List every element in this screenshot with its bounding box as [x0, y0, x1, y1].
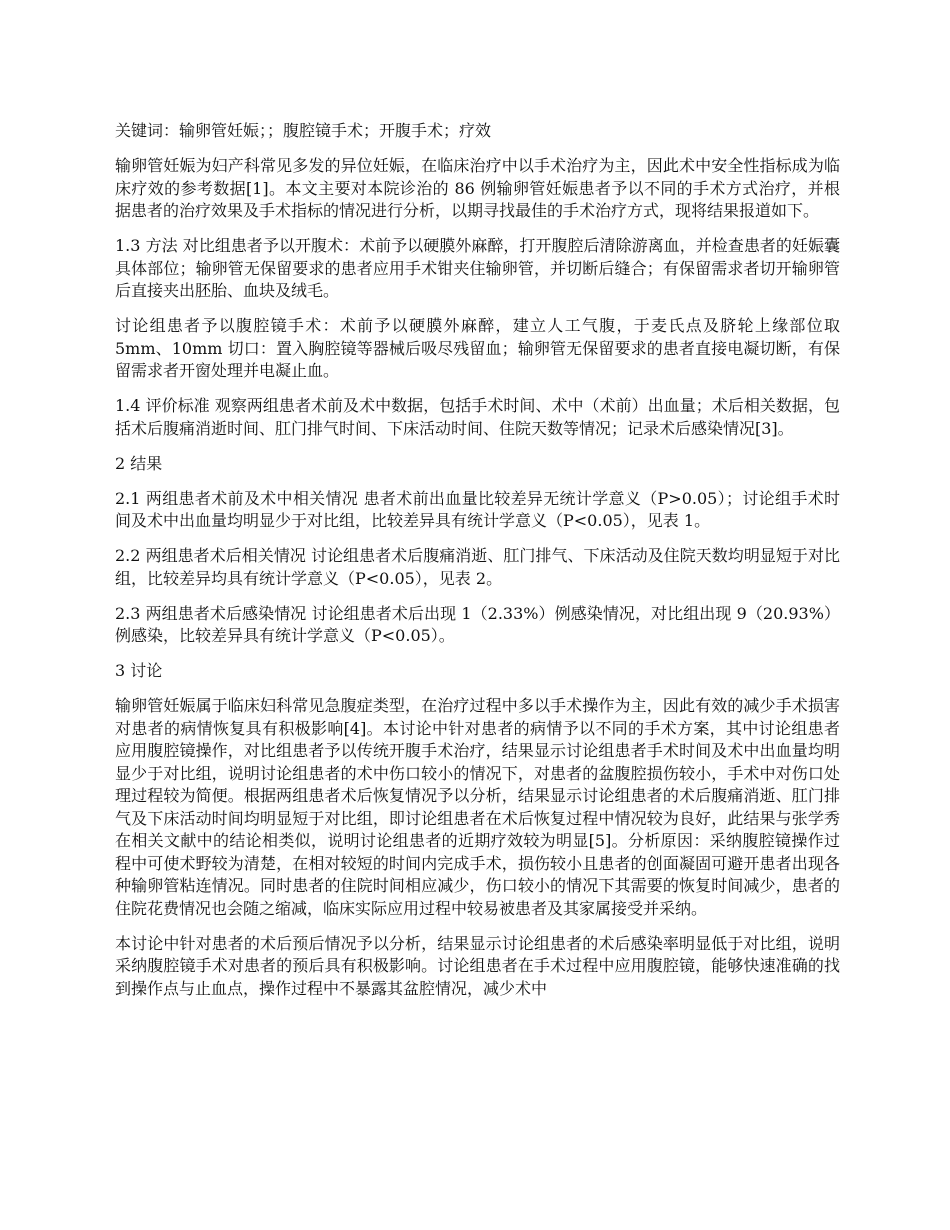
criteria-paragraph: 1.4 评价标准 观察两组患者术前及术中数据，包括手术时间、术中（术前）出血量；术后相关数据，包括术后腹痛消逝时间、肛门排气时间、下床活动时间、住院天数等情况；记录术后感染情况[3]。 [115, 396, 840, 438]
results-heading: 2 结果 [115, 453, 163, 473]
result-2-1-paragraph: 2.1 两组患者术前及术中相关情况 患者术前出血量比较差异无统计学意义（P>0.05）；讨论组手术时间及术中出血量均明显少于对比组，比较差异具有统计学意义（P<0.05），见表 1。 [115, 488, 840, 530]
methods-discussion-paragraph: 讨论组患者予以腹腔镜手术：术前予以硬膜外麻醉，建立人工气腹，于麦氏点及脐轮上缘部位取 5mm、10mm 切口：置入胸腔镜等器械后吸尽残留血；输卵管无保留要求的患者直接电凝切断，有保留需求者开窗处理并电凝止血。 [115, 316, 840, 380]
result-2-2-paragraph: 2.2 两组患者术后相关情况 讨论组患者术后腹痛消逝、肛门排气、下床活动及住院天数均明显短于对比组，比较差异均具有统计学意义（P<0.05），见表 2。 [115, 546, 840, 588]
discussion-heading: 3 讨论 [115, 661, 163, 680]
discussion-paragraph-1: 输卵管妊娠属于临床妇科常见急腹症类型，在治疗过程中多以手术操作为主，因此有效的减少手术损害对患者的病情恢复具有积极影响[4]。本讨论中针对患者的病情予以不同的手术方案，其中讨论组患者应用腹腔镜操作，对比组患者予以传统开腹手术治疗，结果显示讨论组患者手术时间及术中出血量均明显少于对比组，说明讨论组患者的术中伤口较小的情况下，对患者的盆腹腔损伤较小，手术中对伤口处理过程较为简便。根据两组患者术后恢复情况予以分析，结果显示讨论组患者的术后腹痛消逝、肛门排气及下床活动时间均明显短于对比组，即讨论组患者在术后恢复过程中情况较为良好，此结果与张学秀在相关文献中的结论相类似，说明讨论组患者的近期疗效较为明显[5]。分析原因：采纳腹腔镜操作过程中可使术野较为清楚，在相对较短的时间内完成手术，损伤较小且患者的创面凝固可避开患者出现各种输卵管粘连情况。同时患者的住院时间相应减少，伤口较小的情况下其需要的恢复时间减少，患者的住院花费情况也会随之缩减，临床实际应用过程中较易被患者及其家属接受并采纳。 [115, 696, 840, 918]
methods-control-paragraph: 1.3 方法 对比组患者予以开腹术：术前予以硬膜外麻醉，打开腹腔后清除游离血，并检查患者的妊娠囊具体部位；输卵管无保留要求的患者应用手术钳夹住输卵管，并切断后缝合；有保留需求者切开输卵管后直接夹出胚胎、血块及绒毛。 [115, 236, 840, 300]
document-body [115, 120, 840, 1013]
discussion-paragraph-2: 本讨论中针对患者的术后预后情况予以分析，结果显示讨论组患者的术后感染率明显低于对比组，说明采纳腹腔镜手术对患者的预后具有积极影响。讨论组患者在手术过程中应用腹腔镜，能够快速准确的找到操作点与止血点，操作过程中不暴露其盆腔情况，减少术中 [115, 933, 840, 998]
result-2-3-paragraph: 2.3 两组患者术后感染情况 讨论组患者术后出现 1（2.33%）例感染情况，对比组出现 9（20.93%）例感染，比较差异具有统计学意义（P<0.05）。 [115, 603, 840, 645]
keywords: 关键词：输卵管妊娠；；腹腔镜手术；开腹手术；疗效 [115, 121, 492, 140]
intro-paragraph: 输卵管妊娠为妇产科常见多发的异位妊娠，在临床治疗中以手术治疗为主，因此术中安全性指标成为临床疗效的参考数据[1]。本文主要对本院诊治的 86 例输卵管妊娠患者予以不同的手术方式治疗，并根据患者的治疗效果及手术指标的情况进行分析，以期寻找最佳的手术治疗方式，现将结果报道如下。 [115, 156, 840, 220]
